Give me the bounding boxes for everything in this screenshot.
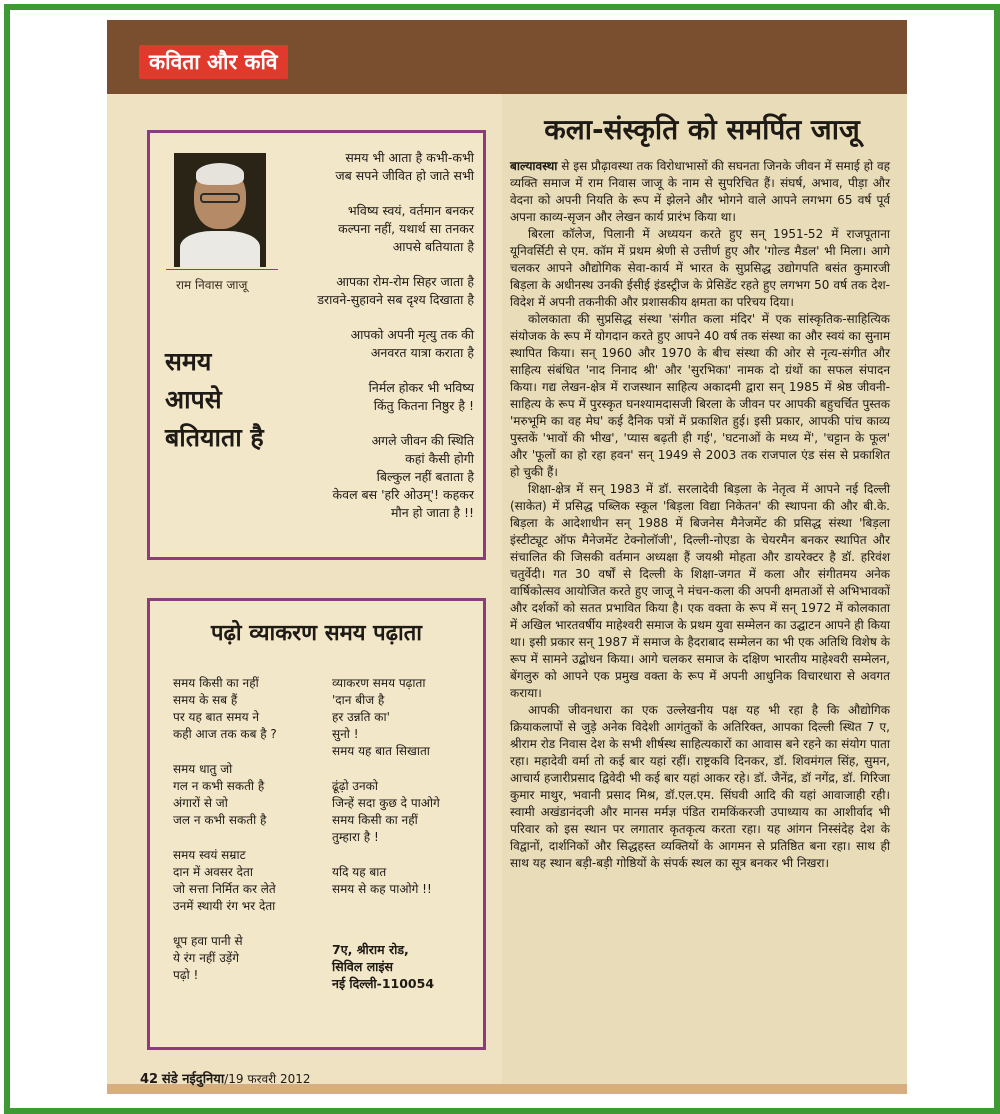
poem-line: जिन्हें सदा कुछ दे पाओगे xyxy=(332,796,440,810)
poem1-stanza xyxy=(302,149,474,185)
poem-line: कही आज तक कब है ? xyxy=(173,727,277,741)
poem1-title-line: बतियाता है xyxy=(165,423,264,452)
poem2-stanza xyxy=(332,864,482,898)
poem-line: केवल बस 'हरि ओउम्'! कहकर xyxy=(332,487,474,502)
author-address xyxy=(332,941,482,992)
poem-line: आपका रोम-रोम सिहर जाता है xyxy=(336,274,474,289)
poem-line: गल न कभी सकती है xyxy=(173,779,265,793)
poem-line: समय से कह पाओगे !! xyxy=(332,882,432,896)
article-paragraph: कोलकाता की सुप्रसिद्ध संस्था 'संगीत कला मंदिर' में एक सांस्कृतिक-साहित्यिक संयोजक के रूप में योगदान करते हुए आपने 40 वर्ष तक संस्था का और स्वयं का सुनाम स्थापित किया। सन् 1960 और 1970 के बीच संस्था की ओर से नृत्य-संगीत और साहित्य संबंधित 'नाद निनाद श्री' और 'सुरभिका' नामक दो ग्रंथों का सफल संपादन किया। गद्य लेखन-क्षेत्र में राजस्थान साहित्य अकादमी द्वारा सन् 1985 में श्रेष्ठ जीवनी-साहित्य के रूप में पुरस्कृत घनश्यामदासजी बिरला के जीवन पर आपकी बहुचर्चित पुस्तक 'मरुभूमि का वह मेघ' कई दैनिक पत्रों में प्रकाशित हुई। इसी प्रकार, आपकी पांच काव्य पुस्तकें 'भावों की भीख', 'प्यास बढ़ती ही गई', 'घटनाओं के मध्य में', 'चट्टान के फूल' और 'फूलों का हो रहा हवन' सन् 1949 से 2003 तक राजपाल एंड संस से प्रकाशित हो चुकी हैं। xyxy=(510,312,890,479)
poem-line: तुम्हारा है ! xyxy=(332,830,379,844)
poem2-right-column xyxy=(332,675,482,916)
article-body xyxy=(510,158,890,872)
poem-line: ये रंग नहीं उड़ेंगे xyxy=(173,951,239,965)
poem-line: धूप हवा पानी से xyxy=(173,934,243,948)
poem2-title: पढ़ो व्याकरण समय पढ़ाता xyxy=(211,621,422,646)
poem-line: दान में अवसर देता xyxy=(173,865,253,879)
section-tag: कविता और कवि xyxy=(139,45,288,79)
publication-name: संडे नईदुनिया xyxy=(161,1072,225,1087)
poem-line: समय यह बात सिखाता xyxy=(332,744,430,758)
article-paragraph: शिक्षा-क्षेत्र में सन् 1983 में डॉ. सरलादेवी बिड़ला के नेतृत्व में आपने नई दिल्ली (साकेत) में प्रसिद्ध पब्लिक स्कूल 'बिड़ला विद्या निकेतन' की स्थापना की और बी.के. बिड़ला के आदेशाधीन सन् 1988 में बिजनेस मैनेजमेंट की प्रसिद्ध संस्था 'बिड़ला इंस्टीट्यूट ऑफ मैनेजमेंट टेक्नोलॉजी', दिल्ली-नोएडा के चेयरमैन बनकर स्थापित और संचालित की जिसकी वर्तमान अध्यक्षा हैं जयश्री मोहता और डायरेक्टर है डॉ. हरिवंश चतुर्वेदी। गत 30 वर्षों से दिल्ली के शिक्षा-जगत में कला और संगीतमय अनेक वार्षिकोत्सव आयोजित करते हुए जाजू ने मंचन-कला की अपनी क्षमताओं से अभिभावकों और दर्शकों को सतत प्रभावित किया है। एक वक्ता के रूप में सन् 1972 में कोलकाता में अखिल भारतवर्षीय माहेश्वरी समाज के प्रथम युवा सम्मेलन का उद्घाटन आपने ही किया था। इसी प्रकार सन् 1987 में समाज के हैदराबाद सम्मेलन का भी एक अतिथि विशेष के रूप में सामने उद्बोधन किया। आगे चलकर समाज के दक्षिण भारतीय माहेश्वरी सम्मेलन, बेंगलुरु को आपने एक प्रमुख वक्ता के रूप में अपनी आधुनिक विचारधारा से अवगत कराया। xyxy=(510,482,890,700)
lead-word: बाल्यावस्था xyxy=(510,159,558,173)
caption-rule xyxy=(166,269,278,270)
article-title: कला-संस्कृति को समर्पित जाजू xyxy=(544,113,860,146)
poem1-title xyxy=(165,343,305,457)
poem-line: उनमें स्थायी रंग भर देता xyxy=(173,899,276,913)
article-paragraph xyxy=(510,158,890,226)
page-number: 42 xyxy=(140,1072,159,1087)
photo-hair xyxy=(196,163,244,185)
poem1-box xyxy=(147,130,486,560)
poem-line: जल न कभी सकती है xyxy=(173,813,267,827)
author-caption: राम निवास जाजू xyxy=(176,278,248,292)
poem2-stanza xyxy=(332,675,482,760)
poem-line: जो सत्ता निर्मित कर लेते xyxy=(173,882,276,896)
poem-line: समय भी आता है कभी-कभी xyxy=(345,150,474,165)
page-folio xyxy=(140,1069,311,1087)
poem2-stanza xyxy=(173,761,328,829)
poem-line: कल्पना नहीं, यथार्थ सा तनकर xyxy=(338,221,474,236)
poem1-stanza xyxy=(302,432,474,522)
poem-line: समय स्वयं सम्राट xyxy=(173,848,246,862)
poem1-title-line: समय xyxy=(165,347,212,376)
poem-line: समय के सब हैं xyxy=(173,693,238,707)
poem1-stanza xyxy=(302,202,474,256)
poem-line: पर यह बात समय ने xyxy=(173,710,260,724)
poem1-stanza xyxy=(302,273,474,309)
poem1-title-line: आपसे xyxy=(165,385,222,414)
poem2-stanza xyxy=(173,933,328,984)
poem-line: पढ़ो ! xyxy=(173,968,199,982)
poem-line: 'दान बीज है xyxy=(332,693,385,707)
poem1-stanza xyxy=(302,379,474,415)
poem2-stanza xyxy=(332,778,482,846)
poem-line: व्याकरण समय पढ़ाता xyxy=(332,676,426,690)
poem-line: जब सपने जीवित हो जाते सभी xyxy=(335,168,474,183)
poem-line: सुनो ! xyxy=(332,727,359,741)
poem-line: समय धातु जो xyxy=(173,762,233,776)
poem-line: समय किसी का नहीं xyxy=(332,813,418,827)
poem-line: निर्मल होकर भी भविष्य xyxy=(368,380,474,395)
poem-line: अंगारों से जो xyxy=(173,796,228,810)
poem-line: किंतु कितना निष्ठुर है ! xyxy=(373,398,474,413)
poem2-left-column xyxy=(173,675,328,1002)
paragraph-text: से इस प्रौढ़ावस्था तक विरोधाभासों की सघनता जिनके जीवन में समाई हो वह व्यक्ति समाज में राम निवास जाजू के नाम से सुपरिचित हैं। संघर्ष, अभाव, पीड़ा और वेदना को अपनी नियति के रूप में झेलने और भोगने वाले आपने लगभग 65 वर्ष पूर्व अपना काव्य-सृजन और लेखन कार्य प्रारंभ किया था। xyxy=(510,159,890,224)
poem-line: आपसे बतियाता है xyxy=(392,239,474,254)
photo-shirt xyxy=(180,231,260,267)
issue-date: /19 फरवरी 2012 xyxy=(224,1072,311,1086)
poem-line: मौन हो जाता है !! xyxy=(391,505,474,520)
author-photo xyxy=(174,153,266,267)
poem-line: ढूंढ़ो उनको xyxy=(332,779,378,793)
header-band xyxy=(107,20,907,94)
address-line: नई दिल्ली-110054 xyxy=(332,976,435,991)
poem-line: भविष्य स्वयं, वर्तमान बनकर xyxy=(347,203,474,218)
poem-line: अगले जीवन की स्थिति xyxy=(371,433,474,448)
poem-line: समय किसी का नहीं xyxy=(173,676,259,690)
poem-line: डरावने-सुहावने सब दृश्य दिखाता है xyxy=(317,292,474,307)
poem-line: बिल्कुल नहीं बताता है xyxy=(376,469,474,484)
poem-line: अनवरत यात्रा कराता है xyxy=(370,345,474,360)
poem-line: यदि यह बात xyxy=(332,865,387,879)
article-paragraph: बिरला कॉलेज, पिलानी में अध्ययन करते हुए सन् 1951-52 में राजपूताना यूनिवर्सिटी से एम. कॉम में प्रथम श्रेणी से उत्तीर्ण हुए और 'गोल्ड मैडल' भी मिला। आगे चलकर आपने औद्योगिक सेवा-कार्य में भारत के सुप्रसिद्ध उद्योगपति बसंत कुमारजी बिड़ला के अधीनस्थ उनकी ईसीई इंडस्ट्रीज के प्रेसिडेंट रहते हुए लगभग 50 वर्ष तक देश-विदेश में अपनी तकनीकी और प्रशासकीय क्षमता का परिचय दिया। xyxy=(510,227,890,309)
address-line: 7ए, श्रीराम रोड, xyxy=(332,942,409,957)
poem-line: हर उन्नति का' xyxy=(332,710,390,724)
photo-glasses xyxy=(200,193,240,203)
poem2-box xyxy=(147,598,486,1050)
poem-line: आपको अपनी मृत्यु तक की xyxy=(350,327,474,342)
poem1-stanza xyxy=(302,326,474,362)
poem-line: कहां कैसी होगी xyxy=(405,451,474,466)
poem2-stanza xyxy=(173,675,328,743)
poem1-text xyxy=(302,149,474,539)
article-paragraph: आपकी जीवनधारा का एक उल्लेखनीय पक्ष यह भी रहा है कि औद्योगिक क्रियाकलापों से जुड़े अनेक विदेशी आगंतुकों के अतिरिक्त, आपका दिल्ली स्थित 7 ए, श्रीराम रोड निवास देश के सभी शीर्षस्थ साहित्यकारों का आवास बने रहने का संयोग पाता रहा। महादेवी वर्मा तो कई बार यहां रहीं। राष्ट्रकवि दिनकर, डॉ. शिवमंगल सिंह, सुमन, आचार्य हजारीप्रसाद द्विवेदी भी कई बार यहां आकर रहे। डॉ. जैनेंद्र, डॉ नगेंद्र, डॉ. गिरिजा कुमार माथुर, भवानी प्रसाद मिश्र, डॉ.एल.एम. सिंघवी आदि की यहां आवाजाही रही। स्वामी अखंडानंदजी और मानस मर्मज्ञ पंडित रामकिंकरजी उपाध्याय का आशीर्वाद भी परिवार को इस स्थान पर लगातार कृतकृत्य करता रहा। यह आंगन निस्संदेह देश के विद्वानों, दार्शनिकों और सिद्धहस्त व्यक्तियों के आगमन से प्रतिष्ठित बना रहा। साथ ही साथ यह स्थान बड़ी-बड़ी गोष्ठियों के संपर्क स्थल का सूत्र बनकर भी निखरा। xyxy=(510,703,890,870)
poem2-stanza xyxy=(173,847,328,915)
address-line: सिविल लाइंस xyxy=(332,959,394,974)
